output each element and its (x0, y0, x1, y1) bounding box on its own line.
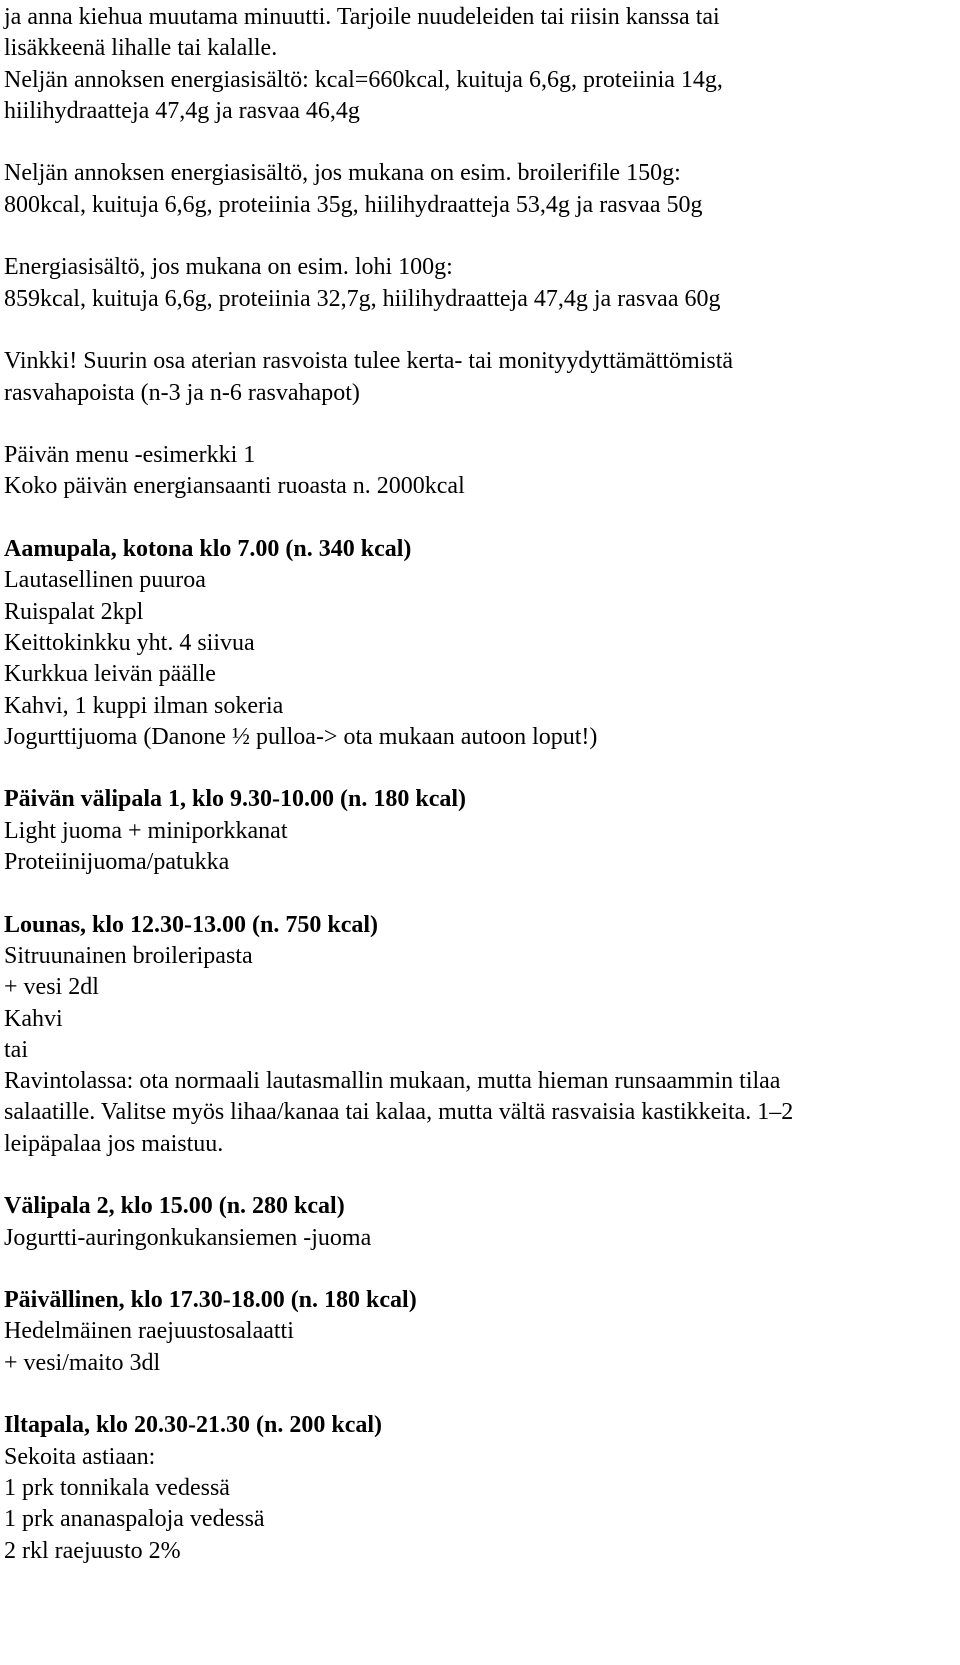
menu-item: + vesi 2dl (4, 974, 99, 1001)
menu-item: Sekoita astiaan: (4, 1443, 156, 1470)
meal-heading: Lounas, klo 12.30-13.00 (n. 750 kcal) (4, 911, 379, 938)
text-line: 800kcal, kuituja 6,6g, proteiinia 35g, hiilihydraatteja 53,4g ja rasvaa 50g (4, 191, 703, 218)
text-line: Koko päivän energiansaanti ruoasta n. 2000kcal (4, 473, 465, 500)
meal-heading: Aamupala, kotona klo 7.00 (n. 340 kcal) (4, 536, 412, 563)
text-line: Neljän annoksen energiasisältö, jos mukana on esim. broilerifile 150g: (4, 160, 681, 187)
menu-item: 1 prk tonnikala vedessä (4, 1474, 230, 1501)
menu-item: tai (4, 1036, 28, 1063)
menu-item: Kahvi (4, 1005, 63, 1032)
paragraph-spacer (4, 409, 954, 440)
menu-item: Jogurttijuoma (Danone ½ pulloa-> ota mukaan autoon loput!) (4, 723, 598, 750)
menu-item: Jogurtti-auringonkukansiemen -juoma (4, 1224, 372, 1251)
breakfast-section (4, 534, 954, 753)
tip-section (4, 346, 954, 409)
paragraph-spacer (4, 753, 954, 784)
text-line: ja anna kiehua muutama minuutti. Tarjoile nuudeleiden tai riisin kanssa tai (4, 4, 720, 30)
text-line: rasvahapoista (n-3 ja n-6 rasvahapot) (4, 379, 360, 406)
document-page (4, 2, 954, 1567)
menu-item: Proteiinijuoma/patukka (4, 849, 230, 876)
menu-item: + vesi/maito 3dl (4, 1349, 161, 1376)
paragraph-spacer (4, 315, 954, 346)
snack1-section (4, 784, 954, 878)
nutrition-salmon-section (4, 252, 954, 315)
meal-heading: Päivällinen, klo 17.30-18.00 (n. 180 kcal) (4, 1287, 417, 1314)
menu-item: Ruispalat 2kpl (4, 598, 144, 625)
menu-item: Keittokinkku yht. 4 siivua (4, 629, 255, 656)
menu-item: Light juoma + miniporkkanat (4, 817, 288, 844)
paragraph-spacer (4, 221, 954, 252)
paragraph-spacer (4, 1379, 954, 1410)
menu-intro-section (4, 440, 954, 503)
menu-item: Kurkkua leivän päälle (4, 661, 216, 688)
text-line: Energiasisältö, jos mukana on esim. lohi 100g: (4, 254, 453, 281)
text-line: 859kcal, kuituja 6,6g, proteiinia 32,7g, hiilihydraatteja 47,4g ja rasvaa 60g (4, 285, 721, 312)
menu-item: Sitruunainen broileripasta (4, 942, 253, 969)
menu-item: 1 prk ananaspaloja vedessä (4, 1506, 265, 1533)
menu-item: Kahvi, 1 kuppi ilman sokeria (4, 692, 284, 719)
meal-heading: Iltapala, klo 20.30-21.30 (n. 200 kcal) (4, 1412, 383, 1439)
nutrition-chicken-section (4, 158, 954, 221)
text-line: lisäkkeenä lihalle tai kalalle. (4, 35, 278, 62)
paragraph-spacer (4, 1254, 954, 1285)
menu-item: 2 rkl raejuusto 2% (4, 1537, 181, 1564)
meal-heading: Päivän välipala 1, klo 9.30-10.00 (n. 180 kcal) (4, 786, 467, 813)
paragraph-spacer (4, 127, 954, 158)
menu-item: leipäpalaa jos maistuu. (4, 1130, 224, 1157)
text-line: Vinkki! Suurin osa aterian rasvoista tulee kerta- tai monityydyttämättömistä (4, 348, 734, 375)
menu-item: Hedelmäinen raejuustosalaatti (4, 1318, 294, 1345)
snack2-section (4, 1191, 954, 1254)
text-line: Neljän annoksen energiasisältö: kcal=660kcal, kuituja 6,6g, proteiinia 14g, (4, 66, 723, 93)
meal-heading: Välipala 2, klo 15.00 (n. 280 kcal) (4, 1193, 345, 1220)
paragraph-spacer (4, 878, 954, 909)
evening-section (4, 1410, 954, 1566)
paragraph-spacer (4, 503, 954, 534)
dinner-section (4, 1285, 954, 1379)
menu-item: Ravintolassa: ota normaali lautasmallin mukaan, mutta hieman runsaammin tilaa (4, 1068, 781, 1095)
menu-item: Lautasellinen puuroa (4, 567, 206, 594)
text-line: hiilihydraatteja 47,4g ja rasvaa 46,4g (4, 97, 360, 124)
recipe-intro-section (4, 2, 954, 127)
paragraph-spacer (4, 1160, 954, 1191)
menu-item: salaatille. Valitse myös lihaa/kanaa tai kalaa, mutta vältä rasvaisia kastikkeita. 1–2 (4, 1099, 794, 1126)
lunch-section (4, 910, 954, 1160)
text-line: Päivän menu -esimerkki 1 (4, 442, 256, 469)
